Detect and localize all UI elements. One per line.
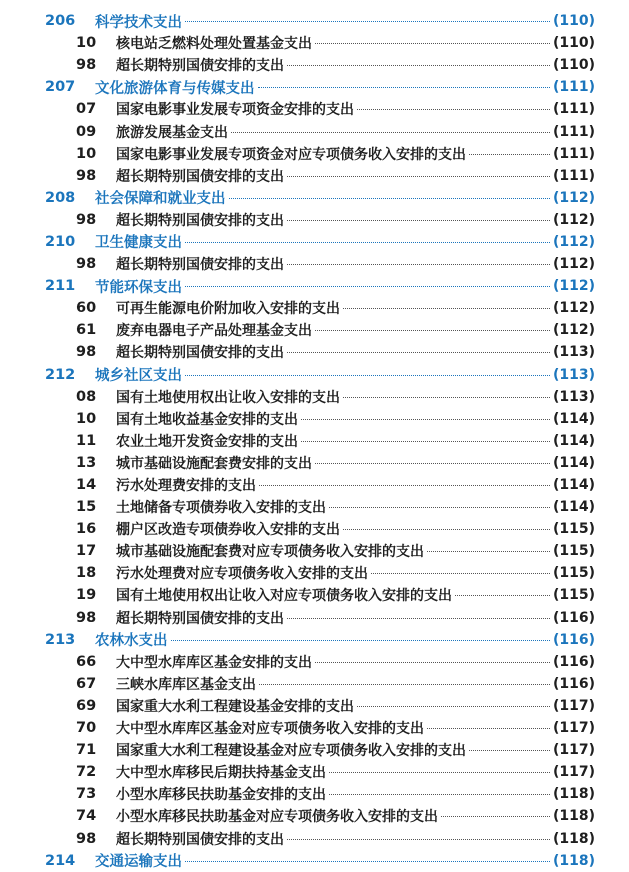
dot-leader bbox=[231, 132, 550, 133]
toc-code: 98 bbox=[76, 256, 97, 273]
toc-page-number: (111) bbox=[552, 123, 595, 140]
toc-code: 211 bbox=[45, 278, 76, 295]
toc-code: 07 bbox=[76, 101, 97, 118]
toc-code: 98 bbox=[76, 830, 97, 847]
toc-item-row[interactable] bbox=[0, 253, 629, 275]
toc-code: 15 bbox=[76, 499, 97, 516]
toc-title: 大中型水库库区基金对应专项债务收入安排的支出 bbox=[116, 721, 424, 738]
toc-item-row[interactable] bbox=[0, 562, 629, 584]
toc-code: 16 bbox=[76, 521, 97, 538]
toc-category-row[interactable] bbox=[0, 629, 629, 651]
table-of-contents bbox=[0, 10, 629, 872]
toc-page-number: (112) bbox=[552, 322, 595, 339]
toc-item-row[interactable] bbox=[0, 739, 629, 761]
toc-page-number: (115) bbox=[552, 565, 595, 582]
toc-title: 废弃电器电子产品处理基金支出 bbox=[116, 323, 312, 340]
toc-page-number: (117) bbox=[552, 720, 595, 737]
toc-code: 09 bbox=[76, 123, 97, 140]
toc-page-number: (112) bbox=[552, 233, 595, 250]
toc-title: 核电站乏燃料处理处置基金支出 bbox=[116, 36, 312, 53]
toc-code: 70 bbox=[76, 720, 97, 737]
toc-page-number: (113) bbox=[552, 366, 595, 383]
toc-title: 三峡水库库区基金支出 bbox=[116, 676, 256, 693]
toc-item-row[interactable] bbox=[0, 54, 629, 76]
toc-category-row[interactable] bbox=[0, 364, 629, 386]
dot-leader bbox=[469, 154, 550, 155]
toc-page-number: (117) bbox=[552, 764, 595, 781]
toc-item-row[interactable] bbox=[0, 98, 629, 120]
toc-page-number: (118) bbox=[552, 852, 595, 869]
toc-page-number: (113) bbox=[552, 344, 595, 361]
toc-page-number: (118) bbox=[552, 808, 595, 825]
toc-category-row[interactable] bbox=[0, 850, 629, 872]
toc-item-row[interactable] bbox=[0, 673, 629, 695]
toc-title: 国家电影事业发展专项资金安排的支出 bbox=[116, 102, 354, 119]
toc-category-row[interactable] bbox=[0, 187, 629, 209]
toc-title: 城市基础设施配套费对应专项债务收入安排的支出 bbox=[116, 544, 424, 561]
toc-title: 污水处理费对应专项债务收入安排的支出 bbox=[116, 566, 368, 583]
toc-item-row[interactable] bbox=[0, 408, 629, 430]
toc-item-row[interactable] bbox=[0, 584, 629, 606]
toc-item-row[interactable] bbox=[0, 496, 629, 518]
dot-leader bbox=[185, 286, 550, 287]
toc-item-row[interactable] bbox=[0, 386, 629, 408]
toc-item-row[interactable] bbox=[0, 761, 629, 783]
toc-item-row[interactable] bbox=[0, 341, 629, 363]
toc-code: 214 bbox=[45, 852, 76, 869]
dot-leader bbox=[329, 794, 550, 795]
dot-leader bbox=[287, 618, 550, 619]
toc-category-row[interactable] bbox=[0, 231, 629, 253]
toc-code: 213 bbox=[45, 631, 76, 648]
toc-item-row[interactable] bbox=[0, 805, 629, 827]
dot-leader bbox=[287, 176, 550, 177]
toc-code: 67 bbox=[76, 675, 97, 692]
toc-page-number: (118) bbox=[552, 786, 595, 803]
toc-page-number: (112) bbox=[552, 189, 595, 206]
toc-code: 207 bbox=[45, 79, 76, 96]
toc-title: 交通运输支出 bbox=[95, 854, 182, 871]
toc-page-number: (114) bbox=[552, 410, 595, 427]
toc-code: 69 bbox=[76, 697, 97, 714]
dot-leader bbox=[185, 21, 550, 22]
dot-leader bbox=[329, 507, 550, 508]
toc-code: 19 bbox=[76, 587, 97, 604]
toc-code: 66 bbox=[76, 653, 97, 670]
toc-code: 60 bbox=[76, 300, 97, 317]
dot-leader bbox=[171, 640, 550, 641]
toc-title: 超长期特别国债安排的支出 bbox=[116, 58, 284, 75]
toc-code: 98 bbox=[76, 57, 97, 74]
toc-page-number: (117) bbox=[552, 697, 595, 714]
toc-item-row[interactable] bbox=[0, 165, 629, 187]
toc-item-row[interactable] bbox=[0, 209, 629, 231]
toc-code: 98 bbox=[76, 167, 97, 184]
toc-page-number: (114) bbox=[552, 454, 595, 471]
toc-title: 文化旅游体育与传媒支出 bbox=[95, 80, 255, 97]
toc-item-row[interactable] bbox=[0, 695, 629, 717]
dot-leader bbox=[185, 242, 550, 243]
toc-title: 国家重大水利工程建设基金安排的支出 bbox=[116, 698, 354, 715]
toc-title: 超长期特别国债安排的支出 bbox=[116, 168, 284, 185]
toc-page-number: (110) bbox=[552, 35, 595, 52]
toc-title: 小型水库移民扶助基金对应专项债务收入安排的支出 bbox=[116, 809, 438, 826]
toc-code: 61 bbox=[76, 322, 97, 339]
toc-title: 可再生能源电价附加收入安排的支出 bbox=[116, 301, 340, 318]
toc-page-number: (111) bbox=[552, 79, 595, 96]
toc-title: 科学技术支出 bbox=[95, 14, 182, 31]
toc-page-number: (112) bbox=[552, 278, 595, 295]
toc-title: 城市基础设施配套费安排的支出 bbox=[116, 455, 312, 472]
toc-code: 17 bbox=[76, 543, 97, 560]
toc-code: 10 bbox=[76, 410, 97, 427]
toc-item-row[interactable] bbox=[0, 319, 629, 341]
toc-title: 城乡社区支出 bbox=[95, 368, 182, 385]
toc-page-number: (113) bbox=[552, 388, 595, 405]
dot-leader bbox=[343, 529, 550, 530]
toc-title: 国有土地使用权出让收入安排的支出 bbox=[116, 389, 340, 406]
toc-code: 08 bbox=[76, 388, 97, 405]
toc-title: 污水处理费安排的支出 bbox=[116, 478, 256, 495]
toc-code: 14 bbox=[76, 477, 97, 494]
toc-title: 旅游发展基金支出 bbox=[116, 124, 228, 141]
toc-page-number: (111) bbox=[552, 145, 595, 162]
dot-leader bbox=[357, 109, 550, 110]
dot-leader bbox=[357, 706, 550, 707]
dot-leader bbox=[315, 662, 550, 663]
dot-leader bbox=[301, 419, 550, 420]
dot-leader bbox=[343, 397, 550, 398]
dot-leader bbox=[301, 441, 550, 442]
toc-page-number: (114) bbox=[552, 432, 595, 449]
toc-page-number: (118) bbox=[552, 830, 595, 847]
toc-code: 71 bbox=[76, 742, 97, 759]
toc-title: 棚户区改造专项债券收入安排的支出 bbox=[116, 522, 340, 539]
toc-title: 土地储备专项债券收入安排的支出 bbox=[116, 500, 326, 517]
toc-page-number: (111) bbox=[552, 101, 595, 118]
toc-page-number: (117) bbox=[552, 742, 595, 759]
toc-item-row[interactable] bbox=[0, 452, 629, 474]
toc-title: 超长期特别国债安排的支出 bbox=[116, 345, 284, 362]
dot-leader bbox=[259, 485, 550, 486]
toc-code: 98 bbox=[76, 609, 97, 626]
toc-page-number: (116) bbox=[552, 609, 595, 626]
toc-page-number: (112) bbox=[552, 211, 595, 228]
dot-leader bbox=[258, 87, 550, 88]
toc-page-number: (110) bbox=[552, 57, 595, 74]
dot-leader bbox=[287, 352, 550, 353]
toc-page-number: (115) bbox=[552, 521, 595, 538]
toc-code: 74 bbox=[76, 808, 97, 825]
toc-title: 超长期特别国债安排的支出 bbox=[116, 212, 284, 229]
toc-code: 72 bbox=[76, 764, 97, 781]
dot-leader bbox=[441, 816, 550, 817]
toc-code: 98 bbox=[76, 344, 97, 361]
toc-title: 国有土地使用权出让收入对应专项债务收入安排的支出 bbox=[116, 588, 452, 605]
dot-leader bbox=[185, 861, 550, 862]
toc-page-number: (114) bbox=[552, 499, 595, 516]
dot-leader bbox=[287, 65, 550, 66]
toc-title: 大中型水库移民后期扶持基金支出 bbox=[116, 765, 326, 782]
toc-category-row[interactable] bbox=[0, 76, 629, 98]
toc-page-number: (114) bbox=[552, 477, 595, 494]
dot-leader bbox=[427, 551, 550, 552]
toc-category-row[interactable] bbox=[0, 10, 629, 32]
toc-item-row[interactable] bbox=[0, 518, 629, 540]
toc-category-row[interactable] bbox=[0, 275, 629, 297]
toc-item-row[interactable] bbox=[0, 143, 629, 165]
dot-leader bbox=[315, 330, 550, 331]
dot-leader bbox=[371, 573, 550, 574]
toc-page-number: (112) bbox=[552, 300, 595, 317]
toc-code: 10 bbox=[76, 35, 97, 52]
toc-title: 农林水支出 bbox=[95, 633, 168, 650]
dot-leader bbox=[329, 772, 550, 773]
dot-leader bbox=[185, 375, 550, 376]
dot-leader bbox=[455, 595, 550, 596]
toc-code: 10 bbox=[76, 145, 97, 162]
toc-item-row[interactable] bbox=[0, 474, 629, 496]
toc-page-number: (111) bbox=[552, 167, 595, 184]
toc-item-row[interactable] bbox=[0, 783, 629, 805]
toc-code: 208 bbox=[45, 189, 76, 206]
toc-code: 212 bbox=[45, 366, 76, 383]
toc-code: 206 bbox=[45, 13, 76, 30]
dot-leader bbox=[315, 43, 550, 44]
toc-item-row[interactable] bbox=[0, 297, 629, 319]
toc-title: 超长期特别国债安排的支出 bbox=[116, 610, 284, 627]
toc-page-number: (112) bbox=[552, 256, 595, 273]
dot-leader bbox=[287, 220, 550, 221]
toc-title: 超长期特别国债安排的支出 bbox=[116, 831, 284, 848]
toc-title: 国有土地收益基金安排的支出 bbox=[116, 411, 298, 428]
toc-item-row[interactable] bbox=[0, 430, 629, 452]
toc-item-row[interactable] bbox=[0, 827, 629, 849]
dot-leader bbox=[469, 750, 550, 751]
toc-page-number: (115) bbox=[552, 587, 595, 604]
toc-title: 国家重大水利工程建设基金对应专项债务收入安排的支出 bbox=[116, 743, 466, 760]
toc-title: 卫生健康支出 bbox=[95, 235, 182, 252]
toc-item-row[interactable] bbox=[0, 717, 629, 739]
toc-title: 国家电影事业发展专项资金对应专项债务收入安排的支出 bbox=[116, 146, 466, 163]
toc-page-number: (116) bbox=[552, 631, 595, 648]
toc-item-row[interactable] bbox=[0, 120, 629, 142]
dot-leader bbox=[315, 463, 550, 464]
toc-code: 98 bbox=[76, 211, 97, 228]
toc-title: 农业土地开发资金安排的支出 bbox=[116, 433, 298, 450]
toc-code: 210 bbox=[45, 233, 76, 250]
toc-code: 18 bbox=[76, 565, 97, 582]
toc-item-row[interactable] bbox=[0, 540, 629, 562]
toc-page-number: (115) bbox=[552, 543, 595, 560]
dot-leader bbox=[287, 839, 550, 840]
toc-title: 社会保障和就业支出 bbox=[95, 191, 226, 208]
toc-code: 73 bbox=[76, 786, 97, 803]
toc-title: 超长期特别国债安排的支出 bbox=[116, 257, 284, 274]
dot-leader bbox=[229, 198, 550, 199]
toc-title: 节能环保支出 bbox=[95, 279, 182, 296]
toc-title: 大中型水库库区基金安排的支出 bbox=[116, 654, 312, 671]
dot-leader bbox=[287, 264, 550, 265]
toc-code: 11 bbox=[76, 432, 97, 449]
dot-leader bbox=[259, 684, 550, 685]
toc-page-number: (110) bbox=[552, 13, 595, 30]
toc-page-number: (116) bbox=[552, 675, 595, 692]
toc-item-row[interactable] bbox=[0, 651, 629, 673]
toc-item-row[interactable] bbox=[0, 607, 629, 629]
toc-title: 小型水库移民扶助基金安排的支出 bbox=[116, 787, 326, 804]
dot-leader bbox=[343, 308, 550, 309]
toc-page-number: (116) bbox=[552, 653, 595, 670]
toc-code: 13 bbox=[76, 454, 97, 471]
toc-item-row[interactable] bbox=[0, 32, 629, 54]
dot-leader bbox=[427, 728, 550, 729]
